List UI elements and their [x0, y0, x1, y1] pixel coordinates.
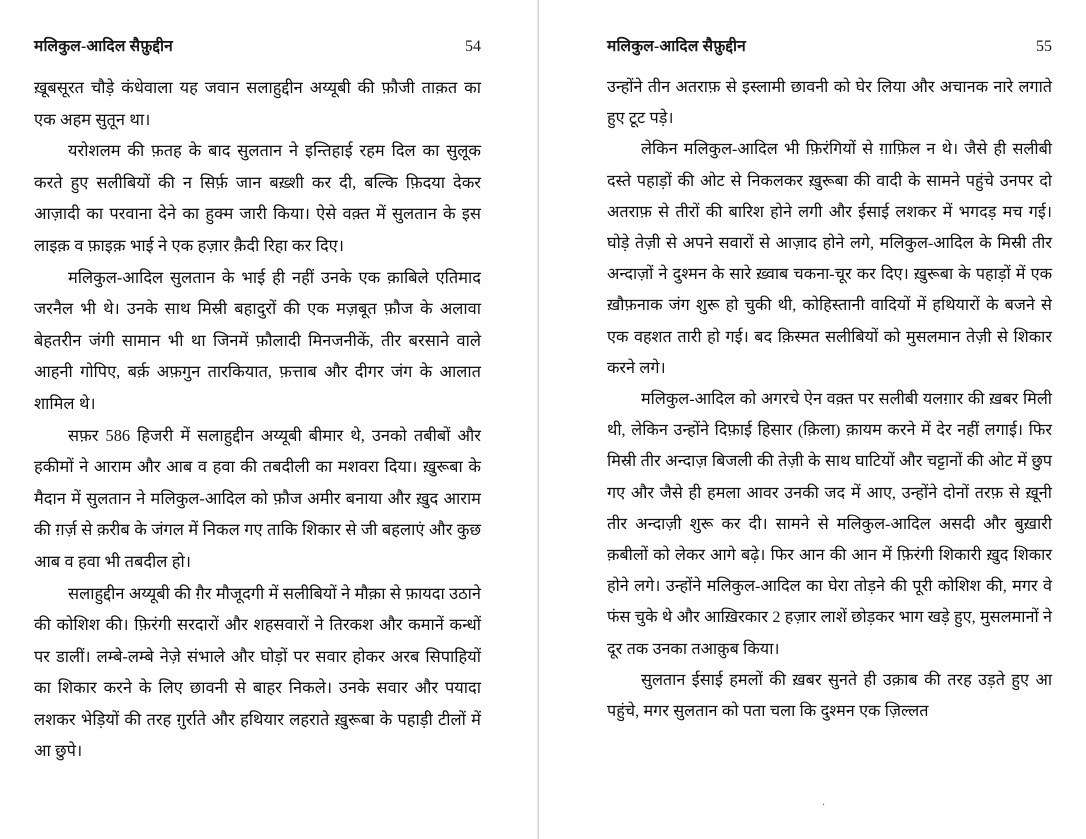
right-page-body — [607, 72, 1052, 727]
paragraph: सुलतान ईसाई हमलों की ख़बर सुनते ही उक़ाब की तरह उड़ते हुए आ पहुंचे, मगर सुलतान को पता चला कि दुश्मन एक ज़िल्लत — [607, 670, 1052, 721]
book-gutter — [525, 0, 561, 839]
paragraph: ख़ूबसूरत चौड़े कंधेवाला यह जवान सलाहुद्दीन अय्यूबी की फ़ौजी ताक़त का एक अहम सुतून था। — [34, 78, 481, 129]
left-page — [0, 0, 525, 839]
paragraph: उन्होंने तीन अतराफ़ से इस्लामी छावनी को घेर लिया और अचानक नारे लगाते हुए टूट पड़े। — [607, 78, 1052, 128]
left-page-body — [34, 72, 481, 767]
paragraph: मलिकुल-आदिल को अगरचे ऐन वक़्त पर सलीबी यलग़ार की ख़बर मिली थी, लेकिन उन्होंने दिफ़ाई हिसार (क़िला) क़ायम करने में देर नहीं लगाई। फिर मिस्री तीर अन्दाज़ बिजली की तेज़ी के साथ घाटियों और चट्टानों की ओट में छुप गए और जैसे ही हमला आवर उनकी जद में आए, उन्होंने दोनों तरफ़ से ख़ूनी तीर अन्दाज़ी शुरू कर दी। सामने से मलिकुल-आदिल असदी और बुख़ारी क़बीलों को लेकर आगे बढ़े। फिर आन की आन में फ़िरंगी शिकारी ख़ुद शिकार होने लगे। उन्होंने मलिकुल-आदिल का घेरा तोड़ने की पूरी कोशिश की, मगर वे फंस चुके थे और आख़िरकार 2 हज़ार लाशें छोड़कर भाग खड़े हुए, मुसलमानों ने दूर तक उनका तआक़ुब किया। — [607, 390, 1052, 658]
right-page-number: 55 — [1036, 38, 1052, 55]
paragraph: मलिकुल-आदिल सुलतान के भाई ही नहीं उनके एक क़ाबिले एतिमाद जरनैल भी थे। उनके साथ मिस्री बहादुरों की एक मज़बूत फ़ौज के अलावा बेहतरीन जंगी सामान भी था जिनमें फ़ौलादी मिनजनीकें, तीर बरसाने वाले आहनी गोपिए, बर्क़ अफ़गुन तारकियात, फ़त्ताब और दीगर जंग के आलात शामिल थे। — [34, 267, 481, 413]
paragraph: लेकिन मलिकुल-आदिल भी फ़िरंगियों से ग़ाफ़िल न थे। जैसे ही सलीबी दस्ते पहाड़ों की ओट से निकलकर ख़ुरूबा की वादी के सामने पहुंचे उनपर दो अतराफ़ से तीरों की बारिश होने लगी और ईसाई लशकर में भगदड़ मच गई। घोड़े तेज़ी से अपने सवारों से आज़ाद होने लगे, मलिकुल-आदिल के मिस्री तीर अन्दाज़ों ने दुश्मन के सारे ख़्वाब चकना-चूर कर दिए। ख़ुरूबा के पहाड़ों में एक ख़ौफ़नाक जंग शुरू हो चुकी थी, कोहिस्तानी वादियों में हथियारों के बजने से एक वहशत तारी हो गई। बद क़िस्मत सलीबियों को मुसलमान तेज़ी से शिकार करने लगे। — [607, 140, 1052, 377]
page-edge-shadow — [515, 0, 525, 839]
right-page — [561, 0, 1086, 839]
paragraph: सलाहुद्दीन अय्यूबी की ग़ैर मौजूदगी में सलीबियों ने मौक़ा से फ़ायदा उठाने की कोशिश की। फ़िरंगी सरदारों और शहसवारों ने तिरकश और कमानें कन्धों पर डालीं। लम्बे-लम्बे नेज़े संभाले और घोड़ों पर सवार होकर अरब सिपाहियों का शिकार करने के लिए छावनी से बाहर निकले। उनके सवार और पयादा लशकर भेड़ियों की तरह ग़ुर्राते और हथियार लहराते ख़ुरूबा के पहाड़ी टीलों में आ छुपे। — [34, 583, 481, 761]
paragraph: सफ़र 586 हिजरी में सलाहुद्दीन अय्यूबी बीमार थे, उनको तबीबों और हकीमों ने आराम और आब व हवा की तबदीली का मशवरा दिया। ख़ुरूबा के मैदान में सुलतान ने मलिकुल-आदिल को फ़ौज अमीर बनाया और ख़ुद आराम की ग़र्ज़ से क़रीब के जंगल में निकल गए ताकि शिकार से जी बहलाएं और कुछ आब व हवा भी तबदील हो। — [34, 425, 481, 571]
left-page-header — [34, 34, 481, 58]
right-page-header — [607, 34, 1052, 58]
right-running-title: मलिकुल-आदिल सैफ़ुद्दीन — [607, 38, 746, 55]
left-page-number: 54 — [465, 38, 481, 55]
left-running-title: मलिकुल-आदिल सैफ़ुद्दीन — [34, 38, 173, 55]
paragraph: यरोशलम की फ़तह के बाद सुलतान ने इन्तिहाई रहम दिल का सुलूक करते हुए सलीबियों की न सिर्फ़ जान बख़्शी कर दी, बल्कि फ़िदया देकर आज़ादी का परवाना देने का हुक्म जारी किया। ऐसे वक़्त में सुलतान के इस लाइक़ व फ़ाइक़ भाई ने एक हज़ार क़ैदी रिहा कर दिए। — [34, 141, 481, 255]
footer-mark: . — [822, 794, 825, 808]
